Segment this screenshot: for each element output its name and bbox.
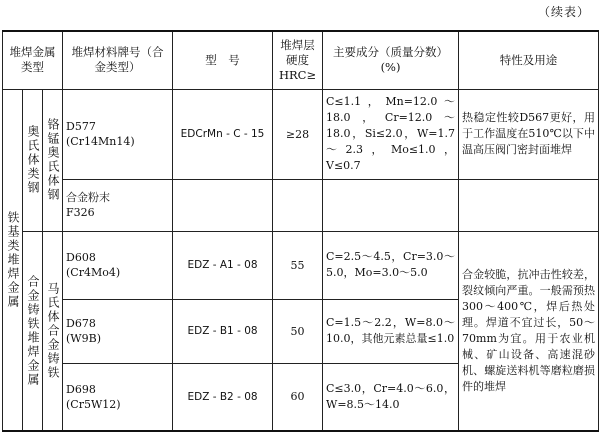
hardness-cell: 60 — [273, 363, 323, 431]
composition-cell: C=2.5～4.5，Cr=3.0～5.0，Mo=3.0～5.0 — [323, 231, 459, 299]
group-label: 铁基类堆焊金属 — [3, 89, 23, 431]
header-usage: 特性及用途 — [459, 31, 599, 89]
header-model: 型 号 — [173, 31, 273, 89]
hardness-cell: ≥28 — [273, 89, 323, 179]
continued-label: （续表） — [537, 5, 590, 19]
table-row — [3, 231, 599, 299]
composition-cell: C≤1.1，Mn=12.0～18.0，Cr=12.0～18.0，Si≤2.0，W=1.7～2.3，Mo≤1.0，V≤0.7 — [323, 89, 459, 179]
header-composition: 主要成分（质量分数）(%) — [323, 31, 459, 89]
usage-cell: 合金较脆，抗冲击性较差，裂纹倾向严重。一般需预热300～400℃，焊后热处理。焊道不宜过长，50～70mm为宜。用于农业机械、矿山设备、高速混砂机、螺旋送料机等磨粒磨损件的堆焊 — [459, 231, 599, 431]
table-row — [3, 179, 599, 231]
composition-cell: C≤3.0，Cr=4.0～6.0，W=8.5～14.0 — [323, 363, 459, 431]
composition-cell: C=1.5～2.2，W=8.0～10.0，其他元素总量≤1.0 — [323, 299, 459, 363]
brand-cell: 合金粉末 F326 — [63, 179, 173, 231]
subgroup-label: 奥氏体类钢 — [23, 89, 43, 231]
brand-cell: D608 (Cr4Mo4) — [63, 231, 173, 299]
model-cell: EDZ - A1 - 08 — [173, 231, 273, 299]
table-row — [3, 89, 599, 179]
model-cell — [173, 179, 273, 231]
header-brand: 堆焊材料牌号（合金类型） — [63, 31, 173, 89]
brand-cell: D678 (W9B) — [63, 299, 173, 363]
hardness-cell: 55 — [273, 231, 323, 299]
subgroup-label: 合金铸铁堆焊金属 — [23, 231, 43, 431]
header-row — [3, 31, 599, 89]
usage-cell: 热稳定性较D567更好，用于工作温度在510℃以下中温高压阀门密封面堆焊 — [459, 89, 599, 179]
hardness-cell: 50 — [273, 299, 323, 363]
brand-cell: D577 (Cr14Mn14) — [63, 89, 173, 179]
surfacing-metal-table — [2, 30, 599, 432]
subtype-label: 马氏体合金铸铁 — [43, 231, 63, 431]
header-category: 堆焊金属类型 — [3, 31, 63, 89]
brand-cell: D698 (Cr5W12) — [63, 363, 173, 431]
header-hardness: 堆焊层硬度HRC≥ — [273, 31, 323, 89]
model-cell: EDCrMn - C - 15 — [173, 89, 273, 179]
model-cell: EDZ - B1 - 08 — [173, 299, 273, 363]
model-cell: EDZ - B2 - 08 — [173, 363, 273, 431]
usage-cell — [459, 179, 599, 231]
hardness-cell — [273, 179, 323, 231]
composition-cell — [323, 179, 459, 231]
subtype-label: 铬锰奥氏体钢 — [43, 89, 63, 231]
